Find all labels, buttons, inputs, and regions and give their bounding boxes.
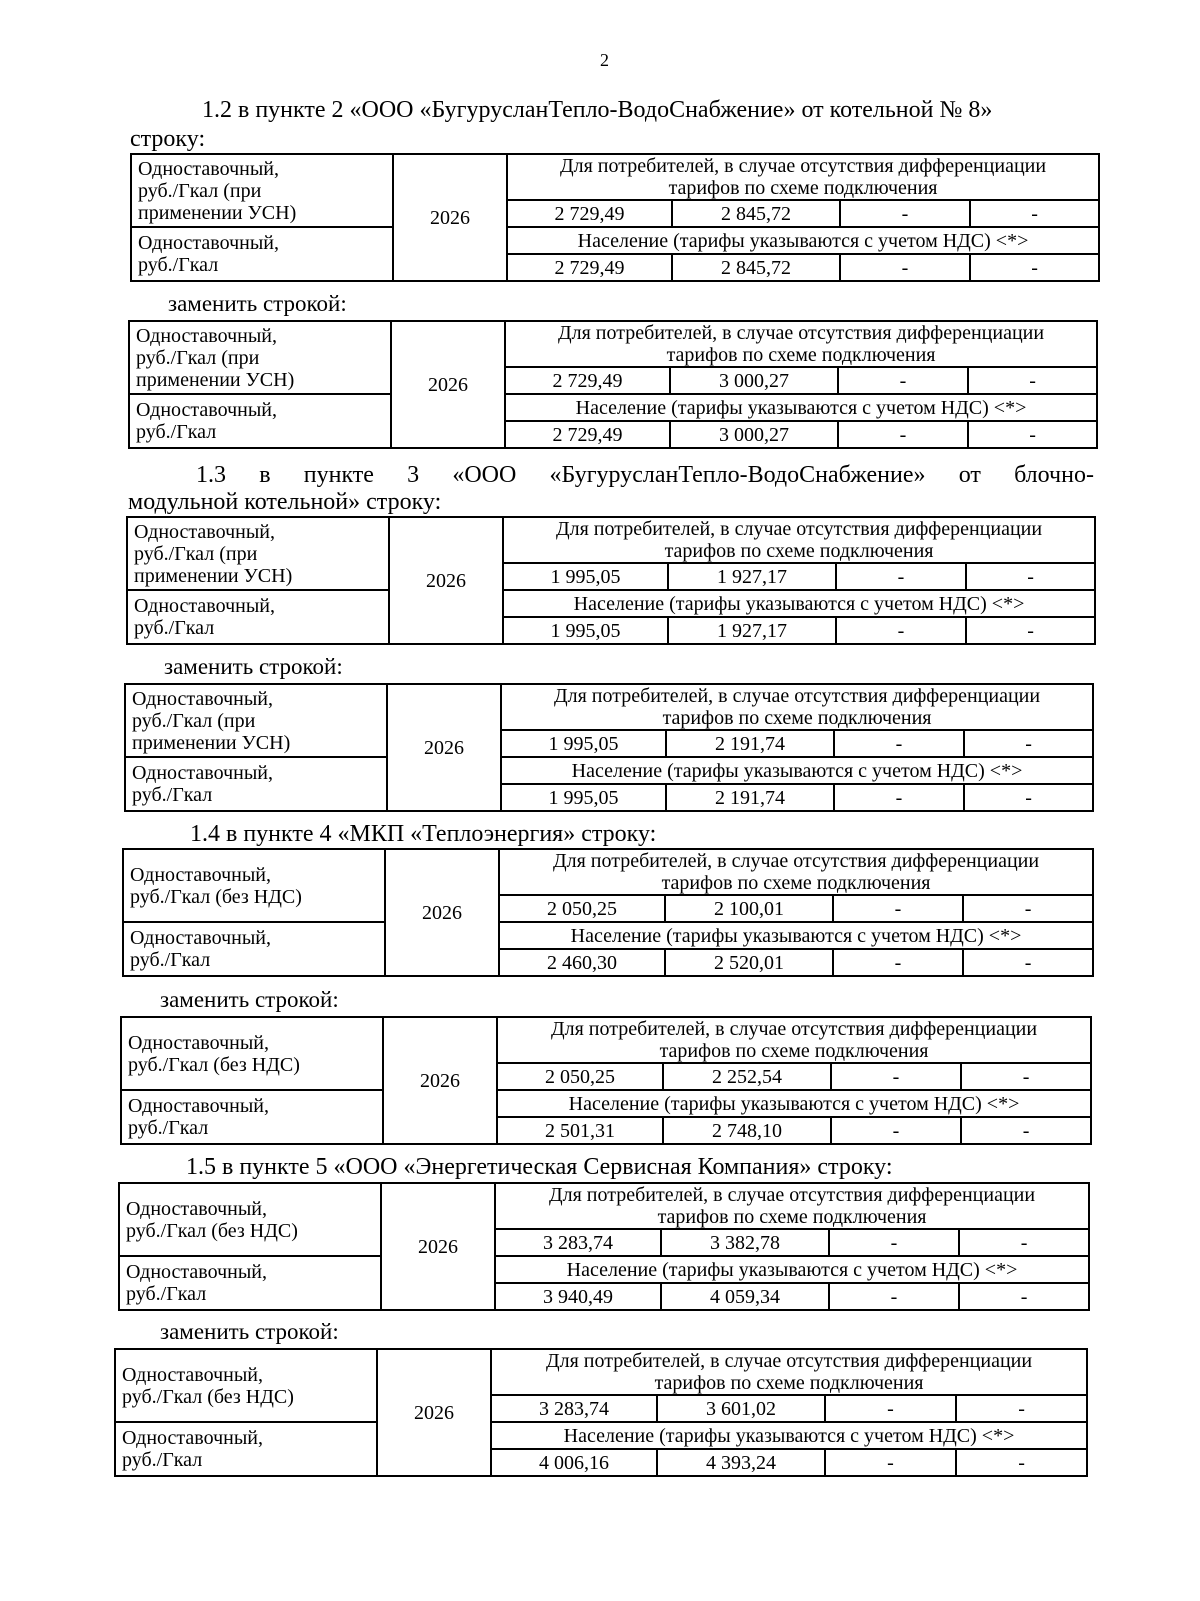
cell-line: руб./Гкал — [134, 617, 215, 639]
tariff-value-cell: - — [961, 1117, 1091, 1144]
section-heading-text: строку: — [130, 126, 206, 152]
cell-line: Для потребителей, в случае отсутствия дифференциации — [559, 155, 1047, 177]
tariff-value-cell: - — [963, 949, 1093, 976]
tariff-table-before — [126, 516, 1096, 645]
heading-word: пункте — [303, 462, 374, 488]
cell-line: руб./Гкал (без НДС) — [126, 1219, 298, 1242]
tariff-table-after — [128, 320, 1098, 449]
cell-line: применении УСН) — [134, 564, 293, 587]
cell-line: Для потребителей, в случае отсутствия дифференциации — [557, 322, 1045, 344]
tariff-value-cell: 1 927,17 — [668, 563, 836, 590]
tariff-value-cell: 3 601,02 — [657, 1395, 825, 1422]
tariff-name-cell — [127, 590, 389, 644]
consumer-group-cell: Население (тарифы указываются с учетом НДС) <*> — [499, 922, 1093, 949]
tariff-value-cell: 3 000,27 — [670, 367, 838, 394]
cell-line: руб./Гкал (при — [138, 179, 262, 202]
section-heading-1-5 — [186, 1155, 893, 1179]
tariff-value-cell: 1 995,05 — [501, 730, 666, 757]
table-row — [121, 1090, 1091, 1117]
tariff-value-cell: - — [963, 895, 1093, 922]
tariff-value-cell: - — [840, 200, 970, 227]
table-row — [119, 1183, 1089, 1229]
tariff-value-cell: 2 845,72 — [672, 254, 840, 281]
cell-line: руб./Гкал — [136, 421, 217, 443]
consumer-group-cell — [497, 1017, 1091, 1063]
tariff-value-cell: - — [833, 895, 963, 922]
cell-line: Одноставочный, — [128, 1095, 269, 1117]
cell-line: руб./Гкал (без НДС) — [122, 1385, 294, 1408]
consumer-group-cell: Население (тарифы указываются с учетом НДС) <*> — [507, 227, 1099, 254]
table-row — [125, 684, 1093, 730]
tariff-value-cell: - — [829, 1283, 959, 1310]
cell-line: руб./Гкал — [138, 254, 219, 276]
cell-line: тарифов по схеме подключения — [657, 1206, 927, 1228]
tariff-value-cell: - — [834, 730, 964, 757]
cell-line: Одноставочный, — [138, 232, 279, 254]
cell-line: Одноставочный, — [130, 927, 271, 949]
heading-word: 1.3 — [196, 462, 226, 488]
tariff-value-cell: 1 995,05 — [501, 784, 666, 811]
section-heading-text: 1.2 в пункте 2 «ООО «БугурусланТепло-ВодоСнабжение» от котельной № 8» — [202, 97, 993, 123]
cell-line: Одноставочный, — [134, 520, 275, 543]
year-cell: 2026 — [389, 517, 503, 644]
tariff-value-cell: 2 729,49 — [507, 200, 672, 227]
table-row — [123, 849, 1093, 895]
table-row — [125, 757, 1093, 784]
tariff-name-cell — [121, 1090, 383, 1144]
cell-line: Одноставочный, — [136, 324, 277, 347]
table-row — [127, 517, 1095, 563]
tariff-value-cell: 2 252,54 — [663, 1063, 831, 1090]
consumer-group-cell: Население (тарифы указываются с учетом НДС) <*> — [497, 1090, 1091, 1117]
tariff-value-cell: - — [959, 1283, 1089, 1310]
tariff-value-cell: 3 283,74 — [495, 1229, 661, 1256]
year-cell: 2026 — [391, 321, 505, 448]
tariff-table-before — [130, 153, 1100, 282]
tariff-value-cell: - — [833, 949, 963, 976]
cell-line: тарифов по схеме подключения — [662, 707, 932, 729]
cell-line: Одноставочный, — [126, 1261, 267, 1283]
tariff-value-cell: - — [956, 1449, 1087, 1476]
cell-line: руб./Гкал — [122, 1449, 203, 1471]
tariff-value-cell: - — [966, 563, 1095, 590]
table-row — [131, 154, 1099, 200]
tariff-value-cell: - — [961, 1063, 1091, 1090]
tariff-value-cell: - — [970, 254, 1099, 281]
cell-line: применении УСН) — [136, 368, 295, 391]
cell-line: тарифов по схеме подключения — [668, 177, 938, 199]
section-heading-text: модульной котельной» строку: — [128, 489, 442, 515]
cell-line: руб./Гкал — [126, 1283, 207, 1305]
tariff-value-cell: 1 927,17 — [668, 617, 836, 644]
tariff-value-cell: - — [838, 367, 968, 394]
section-heading-1-2 — [202, 98, 992, 122]
heading-word: в — [259, 462, 271, 488]
table-row — [127, 590, 1095, 617]
section-heading-1-2-cont — [130, 127, 205, 151]
tariff-value-cell: - — [834, 784, 964, 811]
tariff-value-cell: 2 748,10 — [663, 1117, 831, 1144]
consumer-group-cell: Население (тарифы указываются с учетом НДС) <*> — [501, 757, 1093, 784]
tariff-name-cell — [121, 1017, 383, 1090]
table-row — [121, 1017, 1091, 1063]
cell-line: Для потребителей, в случае отсутствия дифференциации — [550, 1018, 1038, 1040]
tariff-name-cell — [125, 684, 387, 757]
tariff-name-cell — [131, 227, 393, 281]
section-heading-text: 1.4 в пункте 4 «МКП «Теплоэнергия» строку: — [190, 821, 657, 847]
tariff-value-cell: 2 520,01 — [665, 949, 833, 976]
cell-line: Одноставочный, — [130, 863, 271, 886]
cell-line: тарифов по схеме подключения — [666, 344, 936, 366]
year-cell: 2026 — [385, 849, 499, 976]
consumer-group-cell: Население (тарифы указываются с учетом НДС) <*> — [491, 1422, 1087, 1449]
replace-label: заменить строкой: — [160, 987, 339, 1012]
tariff-value-cell: 2 460,30 — [499, 949, 665, 976]
tariff-value-cell: 1 995,05 — [503, 563, 668, 590]
tariff-value-cell: 3 382,78 — [661, 1229, 829, 1256]
tariff-name-cell — [129, 321, 391, 394]
tariff-value-cell: - — [836, 617, 966, 644]
consumer-group-cell — [507, 154, 1099, 200]
tariff-value-cell: - — [956, 1395, 1087, 1422]
cell-line: тарифов по схеме подключения — [664, 540, 934, 562]
cell-line: тарифов по схеме подключения — [661, 872, 931, 894]
table-row — [129, 394, 1097, 421]
consumer-group-cell — [505, 321, 1097, 367]
section-heading-1-3 — [196, 463, 1094, 487]
tariff-value-cell: - — [831, 1063, 961, 1090]
tariff-value-cell: - — [831, 1117, 961, 1144]
tariff-value-cell: - — [964, 730, 1093, 757]
cell-line: руб./Гкал — [130, 949, 211, 971]
tariff-value-cell: - — [838, 421, 968, 448]
replace-label: заменить строкой: — [168, 291, 347, 316]
cell-line: руб./Гкал — [128, 1117, 209, 1139]
tariff-value-cell: - — [959, 1229, 1089, 1256]
tariff-value-cell: 1 995,05 — [503, 617, 668, 644]
tariff-value-cell: 2 845,72 — [672, 200, 840, 227]
tariff-value-cell: 2 100,01 — [665, 895, 833, 922]
tariff-value-cell: 2 050,25 — [499, 895, 665, 922]
tariff-value-cell: 2 191,74 — [666, 784, 834, 811]
table-row — [115, 1349, 1087, 1395]
cell-line: руб./Гкал (без НДС) — [130, 885, 302, 908]
tariff-value-cell: 4 059,34 — [661, 1283, 829, 1310]
cell-line: Одноставочный, — [138, 157, 279, 180]
tariff-value-cell: 2 729,49 — [505, 421, 670, 448]
consumer-group-cell: Население (тарифы указываются с учетом НДС) <*> — [505, 394, 1097, 421]
tariff-value-cell: 3 283,74 — [491, 1395, 657, 1422]
tariff-value-cell: 2 050,25 — [497, 1063, 663, 1090]
table-row — [131, 227, 1099, 254]
tariff-name-cell — [119, 1183, 381, 1256]
section-heading-1-4 — [190, 822, 656, 846]
tariff-value-cell: - — [840, 254, 970, 281]
consumer-group-cell — [491, 1349, 1087, 1395]
tariff-value-cell: 3 940,49 — [495, 1283, 661, 1310]
tariff-value-cell: - — [968, 421, 1097, 448]
year-cell: 2026 — [383, 1017, 497, 1144]
tariff-value-cell: 2 729,49 — [505, 367, 670, 394]
tariff-name-cell — [127, 517, 389, 590]
table-row — [123, 922, 1093, 949]
tariff-value-cell: 2 729,49 — [507, 254, 672, 281]
cell-line: руб./Гкал (при — [134, 542, 258, 565]
cell-line: тарифов по схеме подключения — [659, 1040, 929, 1062]
tariff-value-cell: - — [966, 617, 1095, 644]
cell-line: руб./Гкал (при — [136, 346, 260, 369]
cell-line: тарифов по схеме подключения — [654, 1372, 924, 1394]
year-cell: 2026 — [381, 1183, 495, 1310]
cell-line: Одноставочный, — [122, 1427, 263, 1449]
replace-label: заменить строкой: — [160, 1319, 339, 1344]
heading-word: блочно- — [1014, 462, 1094, 488]
cell-line: Одноставочный, — [132, 762, 273, 784]
cell-line: Для потребителей, в случае отсутствия дифференциации — [555, 518, 1043, 540]
consumer-group-cell — [503, 517, 1095, 563]
tariff-value-cell: 3 000,27 — [670, 421, 838, 448]
tariff-table-before — [122, 848, 1094, 977]
consumer-group-cell — [495, 1183, 1089, 1229]
tariff-table-before — [118, 1182, 1090, 1311]
table-row — [129, 321, 1097, 367]
cell-line: Одноставочный, — [132, 687, 273, 710]
tariff-name-cell — [131, 154, 393, 227]
section-heading-1-3-cont — [128, 490, 441, 514]
tariff-value-cell: - — [964, 784, 1093, 811]
tariff-name-cell — [119, 1256, 381, 1310]
tariff-value-cell: 2 191,74 — [666, 730, 834, 757]
year-cell: 2026 — [387, 684, 501, 811]
heading-word: «БугурусланТепло-ВодоСнабжение» — [549, 462, 926, 488]
tariff-value-cell: 4 006,16 — [491, 1449, 657, 1476]
cell-line: Для потребителей, в случае отсутствия дифференциации — [548, 1184, 1036, 1206]
tariff-name-cell — [115, 1422, 377, 1476]
tariff-name-cell — [129, 394, 391, 448]
tariff-table-after — [114, 1348, 1088, 1477]
section-heading-text: 1.5 в пункте 5 «ООО «Энергетическая Сервисная Компания» строку: — [186, 1154, 893, 1180]
tariff-name-cell — [123, 849, 385, 922]
tariff-value-cell: 4 393,24 — [657, 1449, 825, 1476]
cell-line: Одноставочный, — [134, 595, 275, 617]
cell-line: Одноставочный, — [136, 399, 277, 421]
tariff-value-cell: - — [825, 1449, 956, 1476]
tariff-value-cell: 2 501,31 — [497, 1117, 663, 1144]
tariff-name-cell — [123, 922, 385, 976]
cell-line: руб./Гкал (при — [132, 709, 256, 732]
consumer-group-cell — [499, 849, 1093, 895]
tariff-value-cell: - — [836, 563, 966, 590]
year-cell: 2026 — [377, 1349, 491, 1476]
table-row — [119, 1256, 1089, 1283]
cell-line: руб./Гкал (без НДС) — [128, 1053, 300, 1076]
cell-line: применении УСН) — [132, 731, 291, 754]
tariff-name-cell — [115, 1349, 377, 1422]
heading-word: 3 — [407, 462, 420, 488]
tariff-name-cell — [125, 757, 387, 811]
tariff-value-cell: - — [968, 367, 1097, 394]
cell-line: Одноставочный, — [126, 1197, 267, 1220]
consumer-group-cell: Население (тарифы указываются с учетом НДС) <*> — [503, 590, 1095, 617]
cell-line: Для потребителей, в случае отсутствия дифференциации — [552, 850, 1040, 872]
cell-line: применении УСН) — [138, 201, 297, 224]
cell-line: Одноставочный, — [128, 1031, 269, 1054]
year-cell: 2026 — [393, 154, 507, 281]
consumer-group-cell — [501, 684, 1093, 730]
cell-line: Для потребителей, в случае отсутствия дифференциации — [553, 685, 1041, 707]
tariff-value-cell: - — [829, 1229, 959, 1256]
cell-line: руб./Гкал — [132, 784, 213, 806]
heading-word: от — [958, 462, 981, 488]
replace-label: заменить строкой: — [164, 654, 343, 679]
consumer-group-cell: Население (тарифы указываются с учетом НДС) <*> — [495, 1256, 1089, 1283]
heading-word: «ООО — [452, 462, 517, 488]
page-number: 2 — [600, 50, 609, 70]
cell-line: Для потребителей, в случае отсутствия дифференциации — [545, 1350, 1033, 1372]
tariff-table-after — [124, 683, 1094, 812]
table-row — [115, 1422, 1087, 1449]
tariff-value-cell: - — [970, 200, 1099, 227]
tariff-value-cell: - — [825, 1395, 956, 1422]
tariff-table-after — [120, 1016, 1092, 1145]
cell-line: Одноставочный, — [122, 1363, 263, 1386]
